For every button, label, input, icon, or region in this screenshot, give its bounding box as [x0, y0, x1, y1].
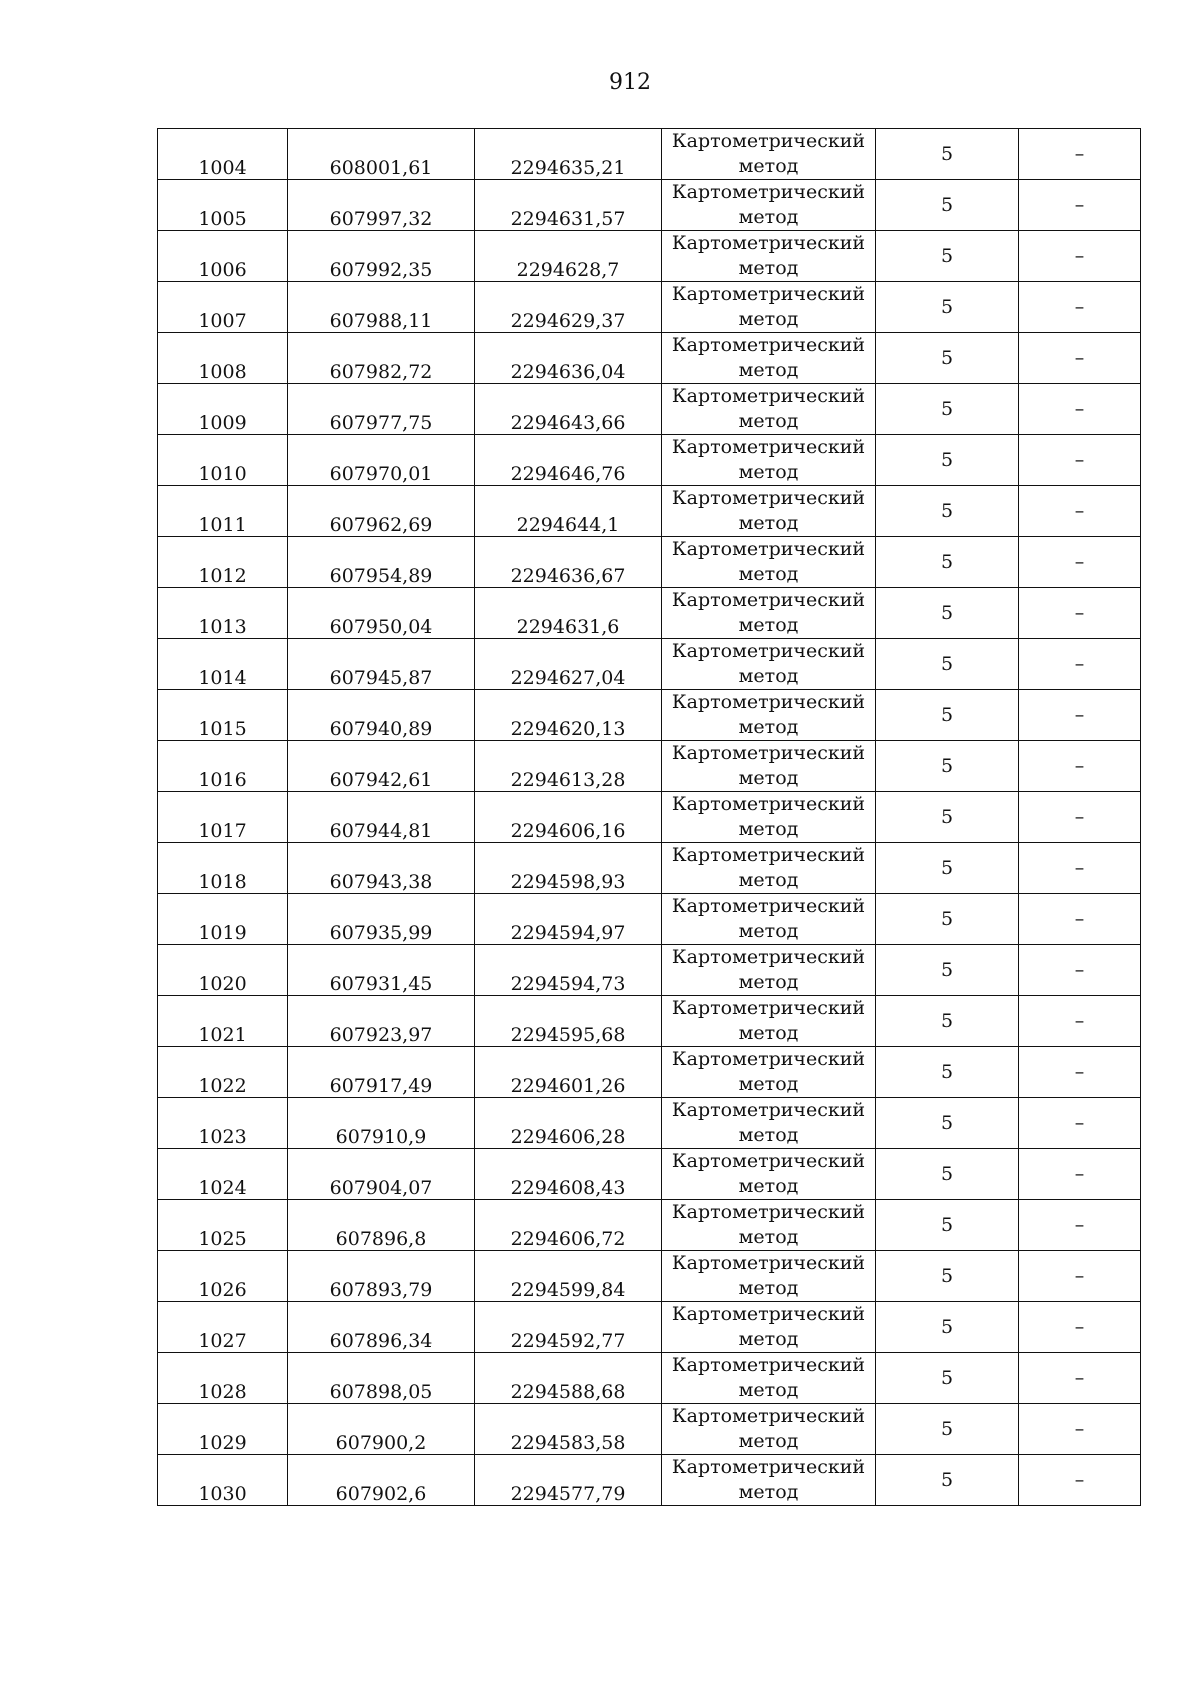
y-coordinate-cell: 2294644,1: [475, 486, 662, 537]
accuracy-cell: 5: [876, 1047, 1019, 1098]
note-cell: –: [1019, 435, 1141, 486]
note-cell: –: [1019, 996, 1141, 1047]
method-cell: [662, 1149, 876, 1200]
point-number-cell: 1014: [158, 639, 288, 690]
method-cell: [662, 1098, 876, 1149]
accuracy-cell: 5: [876, 588, 1019, 639]
method-line-1: Картометрический: [671, 793, 866, 815]
note-cell: –: [1019, 945, 1141, 996]
method-line-2: метод: [738, 1430, 799, 1452]
table-row: [158, 690, 1141, 741]
table-row: [158, 231, 1141, 282]
method-line-2: метод: [738, 461, 799, 483]
table-row: [158, 435, 1141, 486]
method-line-2: метод: [738, 1481, 799, 1503]
method-line-1: Картометрический: [671, 1252, 866, 1274]
table-row: [158, 384, 1141, 435]
point-number-cell: 1025: [158, 1200, 288, 1251]
method-line-2: метод: [738, 818, 799, 840]
method-line-1: Картометрический: [671, 1354, 866, 1376]
point-number-cell: 1013: [158, 588, 288, 639]
point-number-cell: 1027: [158, 1302, 288, 1353]
point-number-cell: 1004: [158, 129, 288, 180]
accuracy-cell: 5: [876, 945, 1019, 996]
table-row: [158, 843, 1141, 894]
method-line-2: метод: [738, 614, 799, 636]
table-row: [158, 537, 1141, 588]
table-row: [158, 1353, 1141, 1404]
point-number-cell: 1006: [158, 231, 288, 282]
method-line-2: метод: [738, 1328, 799, 1350]
table-row: [158, 1302, 1141, 1353]
method-cell: [662, 1302, 876, 1353]
note-cell: –: [1019, 639, 1141, 690]
point-number-cell: 1030: [158, 1455, 288, 1506]
accuracy-cell: 5: [876, 1200, 1019, 1251]
y-coordinate-cell: 2294631,57: [475, 180, 662, 231]
method-cell: [662, 1251, 876, 1302]
note-cell: –: [1019, 537, 1141, 588]
method-cell: [662, 1200, 876, 1251]
method-line-1: Картометрический: [671, 1456, 866, 1478]
accuracy-cell: 5: [876, 1251, 1019, 1302]
accuracy-cell: 5: [876, 894, 1019, 945]
table-row: [158, 1149, 1141, 1200]
point-number-cell: 1024: [158, 1149, 288, 1200]
y-coordinate-cell: 2294577,79: [475, 1455, 662, 1506]
method-line-1: Картометрический: [671, 1099, 866, 1121]
method-line-2: метод: [738, 920, 799, 942]
x-coordinate-cell: 607943,38: [288, 843, 475, 894]
method-line-1: Картометрический: [671, 385, 866, 407]
coordinates-table: [157, 128, 1141, 1506]
method-line-1: Картометрический: [671, 181, 866, 203]
accuracy-cell: 5: [876, 843, 1019, 894]
x-coordinate-cell: 607954,89: [288, 537, 475, 588]
method-cell: [662, 180, 876, 231]
y-coordinate-cell: 2294606,16: [475, 792, 662, 843]
x-coordinate-cell: 607917,49: [288, 1047, 475, 1098]
accuracy-cell: 5: [876, 1404, 1019, 1455]
point-number-cell: 1017: [158, 792, 288, 843]
method-line-2: метод: [738, 1379, 799, 1401]
method-cell: [662, 741, 876, 792]
point-number-cell: 1016: [158, 741, 288, 792]
x-coordinate-cell: 607950,04: [288, 588, 475, 639]
x-coordinate-cell: 607992,35: [288, 231, 475, 282]
y-coordinate-cell: 2294594,97: [475, 894, 662, 945]
x-coordinate-cell: 607988,11: [288, 282, 475, 333]
accuracy-cell: 5: [876, 639, 1019, 690]
method-line-1: Картометрический: [671, 334, 866, 356]
method-line-1: Картометрический: [671, 1303, 866, 1325]
method-line-1: Картометрический: [671, 640, 866, 662]
method-cell: [662, 894, 876, 945]
y-coordinate-cell: 2294592,77: [475, 1302, 662, 1353]
note-cell: –: [1019, 384, 1141, 435]
method-line-2: метод: [738, 767, 799, 789]
method-cell: [662, 129, 876, 180]
note-cell: –: [1019, 231, 1141, 282]
x-coordinate-cell: 607982,72: [288, 333, 475, 384]
x-coordinate-cell: 607935,99: [288, 894, 475, 945]
note-cell: –: [1019, 1098, 1141, 1149]
table-row: [158, 486, 1141, 537]
method-cell: [662, 1353, 876, 1404]
method-line-1: Картометрический: [671, 1048, 866, 1070]
x-coordinate-cell: 608001,61: [288, 129, 475, 180]
y-coordinate-cell: 2294595,68: [475, 996, 662, 1047]
point-number-cell: 1029: [158, 1404, 288, 1455]
method-line-1: Картометрический: [671, 895, 866, 917]
point-number-cell: 1028: [158, 1353, 288, 1404]
table-row: [158, 588, 1141, 639]
note-cell: –: [1019, 894, 1141, 945]
note-cell: –: [1019, 180, 1141, 231]
table-row: [158, 792, 1141, 843]
note-cell: –: [1019, 1353, 1141, 1404]
point-number-cell: 1023: [158, 1098, 288, 1149]
note-cell: –: [1019, 1302, 1141, 1353]
method-cell: [662, 435, 876, 486]
note-cell: –: [1019, 690, 1141, 741]
y-coordinate-cell: 2294635,21: [475, 129, 662, 180]
table-row: [158, 129, 1141, 180]
y-coordinate-cell: 2294601,26: [475, 1047, 662, 1098]
x-coordinate-cell: 607923,97: [288, 996, 475, 1047]
method-cell: [662, 1455, 876, 1506]
method-line-2: метод: [738, 308, 799, 330]
method-line-2: метод: [738, 1022, 799, 1044]
method-cell: [662, 1404, 876, 1455]
accuracy-cell: 5: [876, 690, 1019, 741]
y-coordinate-cell: 2294613,28: [475, 741, 662, 792]
table-row: [158, 1455, 1141, 1506]
method-cell: [662, 996, 876, 1047]
table-row: [158, 1251, 1141, 1302]
note-cell: –: [1019, 1047, 1141, 1098]
accuracy-cell: 5: [876, 537, 1019, 588]
method-cell: [662, 945, 876, 996]
accuracy-cell: 5: [876, 129, 1019, 180]
note-cell: –: [1019, 1404, 1141, 1455]
accuracy-cell: 5: [876, 180, 1019, 231]
point-number-cell: 1007: [158, 282, 288, 333]
method-line-1: Картометрический: [671, 283, 866, 305]
table-row: [158, 741, 1141, 792]
x-coordinate-cell: 607896,8: [288, 1200, 475, 1251]
point-number-cell: 1005: [158, 180, 288, 231]
point-number-cell: 1018: [158, 843, 288, 894]
note-cell: –: [1019, 792, 1141, 843]
point-number-cell: 1008: [158, 333, 288, 384]
accuracy-cell: 5: [876, 1455, 1019, 1506]
method-line-2: метод: [738, 869, 799, 891]
y-coordinate-cell: 2294608,43: [475, 1149, 662, 1200]
accuracy-cell: 5: [876, 333, 1019, 384]
method-line-1: Картометрический: [671, 538, 866, 560]
accuracy-cell: 5: [876, 435, 1019, 486]
method-line-2: метод: [738, 410, 799, 432]
point-number-cell: 1020: [158, 945, 288, 996]
method-line-2: метод: [738, 1073, 799, 1095]
y-coordinate-cell: 2294643,66: [475, 384, 662, 435]
x-coordinate-cell: 607898,05: [288, 1353, 475, 1404]
method-cell: [662, 231, 876, 282]
method-cell: [662, 384, 876, 435]
x-coordinate-cell: 607997,32: [288, 180, 475, 231]
method-line-1: Картометрический: [671, 844, 866, 866]
point-number-cell: 1012: [158, 537, 288, 588]
note-cell: –: [1019, 588, 1141, 639]
x-coordinate-cell: 607942,61: [288, 741, 475, 792]
method-cell: [662, 486, 876, 537]
note-cell: –: [1019, 282, 1141, 333]
x-coordinate-cell: 607970,01: [288, 435, 475, 486]
table-row: [158, 639, 1141, 690]
method-cell: [662, 1047, 876, 1098]
note-cell: –: [1019, 741, 1141, 792]
y-coordinate-cell: 2294629,37: [475, 282, 662, 333]
method-cell: [662, 843, 876, 894]
x-coordinate-cell: 607910,9: [288, 1098, 475, 1149]
x-coordinate-cell: 607931,45: [288, 945, 475, 996]
accuracy-cell: 5: [876, 996, 1019, 1047]
accuracy-cell: 5: [876, 231, 1019, 282]
method-line-2: метод: [738, 257, 799, 279]
method-line-1: Картометрический: [671, 589, 866, 611]
table-row: [158, 333, 1141, 384]
accuracy-cell: 5: [876, 1353, 1019, 1404]
method-line-1: Картометрический: [671, 946, 866, 968]
y-coordinate-cell: 2294606,72: [475, 1200, 662, 1251]
accuracy-cell: 5: [876, 1302, 1019, 1353]
method-line-1: Картометрический: [671, 742, 866, 764]
y-coordinate-cell: 2294627,04: [475, 639, 662, 690]
method-line-2: метод: [738, 155, 799, 177]
table-row: [158, 1200, 1141, 1251]
method-line-2: метод: [738, 665, 799, 687]
y-coordinate-cell: 2294636,04: [475, 333, 662, 384]
method-line-1: Картометрический: [671, 1201, 866, 1223]
method-line-1: Картометрический: [671, 691, 866, 713]
point-number-cell: 1015: [158, 690, 288, 741]
accuracy-cell: 5: [876, 1098, 1019, 1149]
accuracy-cell: 5: [876, 1149, 1019, 1200]
table-row: [158, 945, 1141, 996]
method-line-1: Картометрический: [671, 1405, 866, 1427]
table-row: [158, 894, 1141, 945]
y-coordinate-cell: 2294606,28: [475, 1098, 662, 1149]
x-coordinate-cell: 607944,81: [288, 792, 475, 843]
y-coordinate-cell: 2294628,7: [475, 231, 662, 282]
method-line-2: метод: [738, 1226, 799, 1248]
note-cell: –: [1019, 486, 1141, 537]
page-number: 912: [609, 70, 651, 95]
method-line-2: метод: [738, 1277, 799, 1299]
point-number-cell: 1011: [158, 486, 288, 537]
method-line-2: метод: [738, 359, 799, 381]
method-cell: [662, 537, 876, 588]
method-line-1: Картометрический: [671, 130, 866, 152]
point-number-cell: 1019: [158, 894, 288, 945]
point-number-cell: 1022: [158, 1047, 288, 1098]
point-number-cell: 1010: [158, 435, 288, 486]
y-coordinate-cell: 2294594,73: [475, 945, 662, 996]
method-cell: [662, 333, 876, 384]
y-coordinate-cell: 2294598,93: [475, 843, 662, 894]
y-coordinate-cell: 2294588,68: [475, 1353, 662, 1404]
y-coordinate-cell: 2294583,58: [475, 1404, 662, 1455]
method-cell: [662, 588, 876, 639]
point-number-cell: 1021: [158, 996, 288, 1047]
method-line-2: метод: [738, 716, 799, 738]
x-coordinate-cell: 607962,69: [288, 486, 475, 537]
note-cell: –: [1019, 1149, 1141, 1200]
method-cell: [662, 690, 876, 741]
table-row: [158, 1047, 1141, 1098]
y-coordinate-cell: 2294631,6: [475, 588, 662, 639]
point-number-cell: 1026: [158, 1251, 288, 1302]
method-line-2: метод: [738, 971, 799, 993]
method-cell: [662, 282, 876, 333]
x-coordinate-cell: 607977,75: [288, 384, 475, 435]
x-coordinate-cell: 607945,87: [288, 639, 475, 690]
table-body: [158, 129, 1141, 1506]
table-row: [158, 282, 1141, 333]
method-line-1: Картометрический: [671, 487, 866, 509]
note-cell: –: [1019, 843, 1141, 894]
accuracy-cell: 5: [876, 792, 1019, 843]
table-row: [158, 996, 1141, 1047]
method-line-2: метод: [738, 1124, 799, 1146]
accuracy-cell: 5: [876, 741, 1019, 792]
x-coordinate-cell: 607900,2: [288, 1404, 475, 1455]
method-cell: [662, 639, 876, 690]
x-coordinate-cell: 607940,89: [288, 690, 475, 741]
method-line-2: метод: [738, 206, 799, 228]
x-coordinate-cell: 607904,07: [288, 1149, 475, 1200]
method-line-2: метод: [738, 512, 799, 534]
x-coordinate-cell: 607893,79: [288, 1251, 475, 1302]
note-cell: –: [1019, 1251, 1141, 1302]
note-cell: –: [1019, 1455, 1141, 1506]
accuracy-cell: 5: [876, 486, 1019, 537]
y-coordinate-cell: 2294599,84: [475, 1251, 662, 1302]
note-cell: –: [1019, 129, 1141, 180]
method-line-1: Картометрический: [671, 1150, 866, 1172]
point-number-cell: 1009: [158, 384, 288, 435]
method-line-1: Картометрический: [671, 436, 866, 458]
x-coordinate-cell: 607902,6: [288, 1455, 475, 1506]
table-row: [158, 1098, 1141, 1149]
table-row: [158, 180, 1141, 231]
y-coordinate-cell: 2294636,67: [475, 537, 662, 588]
y-coordinate-cell: 2294646,76: [475, 435, 662, 486]
note-cell: –: [1019, 333, 1141, 384]
note-cell: –: [1019, 1200, 1141, 1251]
method-line-1: Картометрический: [671, 232, 866, 254]
method-cell: [662, 792, 876, 843]
method-line-2: метод: [738, 1175, 799, 1197]
x-coordinate-cell: 607896,34: [288, 1302, 475, 1353]
accuracy-cell: 5: [876, 384, 1019, 435]
method-line-2: метод: [738, 563, 799, 585]
accuracy-cell: 5: [876, 282, 1019, 333]
method-line-1: Картометрический: [671, 997, 866, 1019]
table-row: [158, 1404, 1141, 1455]
y-coordinate-cell: 2294620,13: [475, 690, 662, 741]
